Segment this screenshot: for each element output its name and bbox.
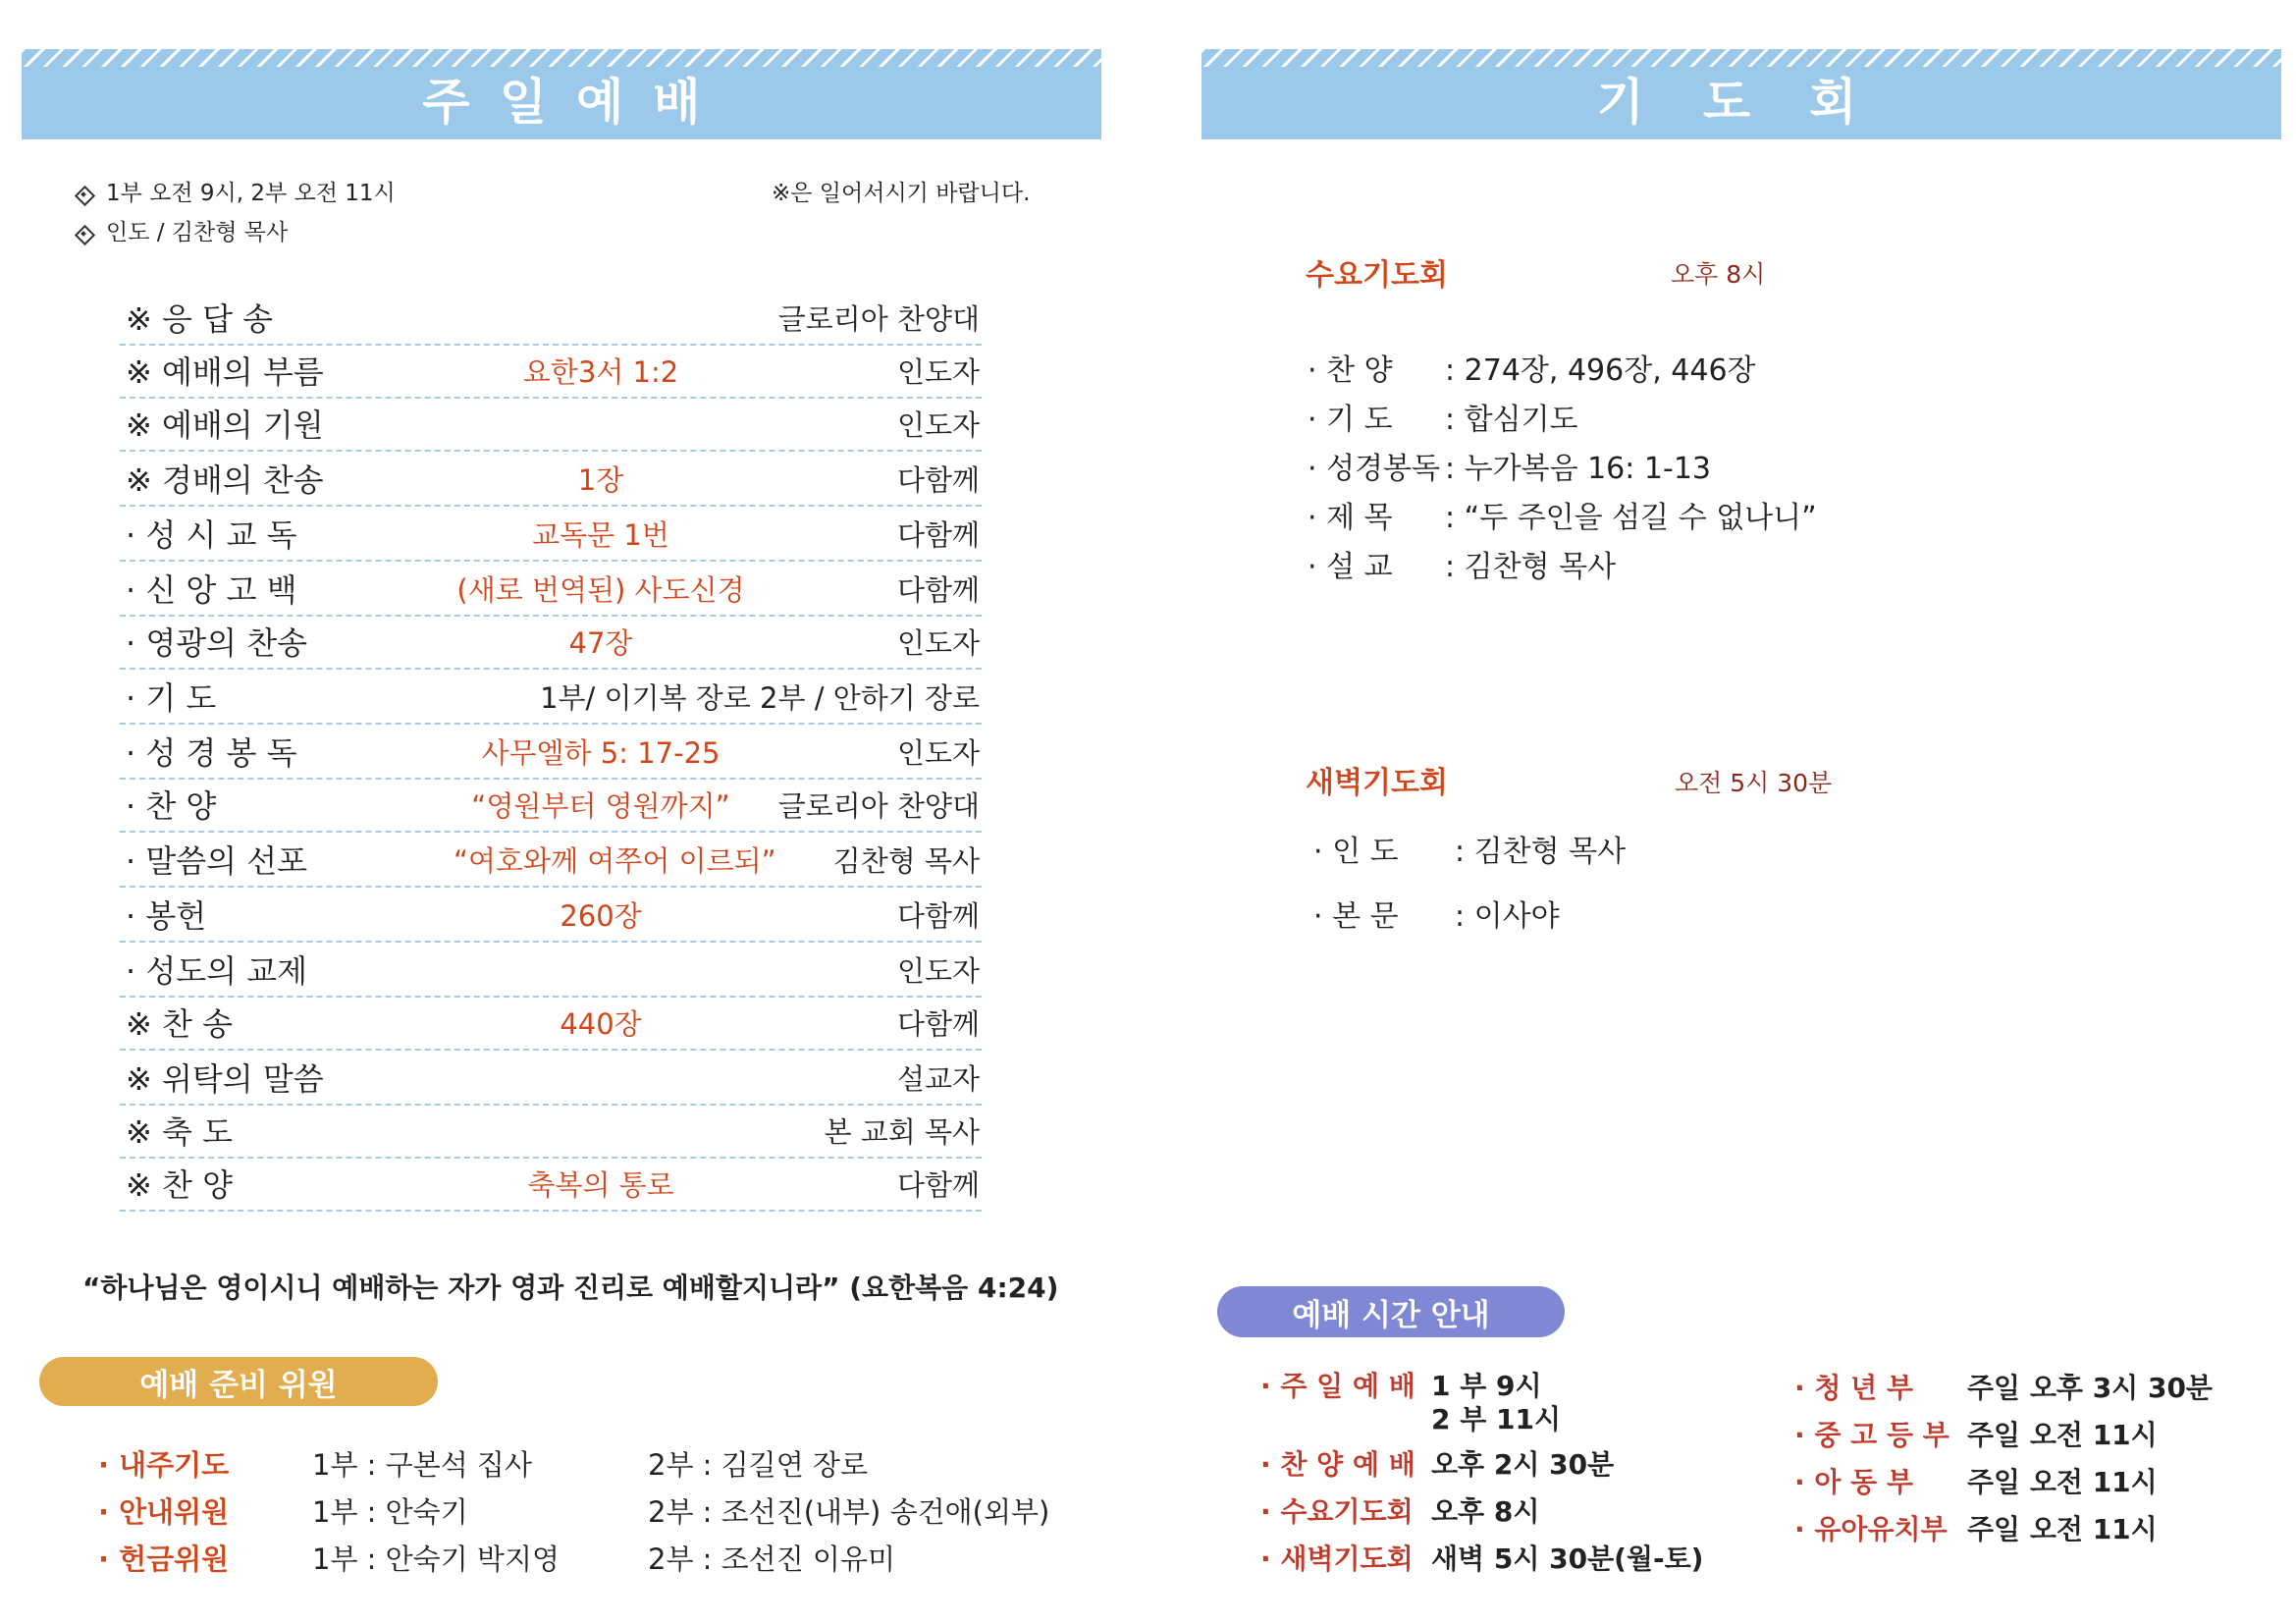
schedule-label: · 찬 양 예 배 [1260, 1448, 1415, 1481]
order-row [120, 888, 982, 943]
schedule-label: · 중 고 등 부 [1794, 1419, 1949, 1451]
wednesday-prayer-item [1308, 444, 1711, 487]
wednesday-prayer-item [1308, 346, 1756, 389]
order-row [120, 670, 982, 725]
schedule-time: 주일 오전 11시 [1967, 1513, 2158, 1545]
order-row [120, 452, 982, 507]
prep-role-label: · 헌금위원 [98, 1543, 230, 1576]
prayer-item-value: : 합심기도 [1445, 403, 1578, 437]
schedule-time: 주일 오전 11시 [1967, 1466, 2158, 1498]
order-row [120, 344, 982, 399]
prep-second-service: 2부 : 조선진(내부) 송건애(외부) [648, 1495, 1050, 1529]
prayer-item-label: · 찬 양 [1308, 353, 1393, 388]
order-item-detail: “여호와께 여쭈어 이르되” [454, 844, 776, 878]
schedule-time: 1 부 9시 [1431, 1370, 1542, 1402]
schedule-label: · 청 년 부 [1794, 1372, 1914, 1404]
wednesday-prayer-item [1308, 542, 1616, 585]
order-item-name: ※ 찬 양 [126, 1166, 233, 1204]
schedule-label: · 아 동 부 [1794, 1466, 1914, 1498]
order-item-leader: 다함께 [896, 899, 980, 933]
prep-first-service: 1부 : 안숙기 박지영 [312, 1543, 560, 1576]
order-item-detail: 1장 [577, 463, 624, 497]
order-item-leader: 글로리아 찬양대 [777, 302, 980, 336]
sunday-worship-banner [22, 49, 1101, 139]
wednesday-prayer-title: 수요기도회 [1306, 258, 1448, 293]
dawn-prayer-item [1313, 827, 1626, 870]
diamond-bullet-icon [75, 225, 92, 243]
order-item-leader: 1부/ 이기복 장로 2부 / 안하기 장로 [540, 681, 980, 715]
schedule-label: · 주 일 예 배 [1260, 1370, 1415, 1402]
order-item-leader: 인도자 [896, 626, 980, 660]
prayer-item-value: : 274장, 496장, 446장 [1445, 353, 1756, 388]
schedule-time: 주일 오전 11시 [1967, 1419, 2158, 1451]
order-item-name: · 성도의 교제 [126, 952, 308, 990]
order-item-name: · 영광의 찬송 [126, 624, 308, 662]
order-row [120, 778, 982, 833]
order-item-leader: 인도자 [896, 736, 980, 770]
order-item-detail: 260장 [560, 899, 642, 933]
prayer-meeting-title: 기도회 [1596, 74, 1916, 131]
order-row [120, 507, 982, 562]
order-item-detail: 47장 [568, 626, 633, 660]
prayer-item-value: : 김찬형 목사 [1445, 550, 1617, 584]
wednesday-prayer-item [1308, 395, 1578, 438]
prep-first-service: 1부 : 구본석 집사 [312, 1448, 532, 1482]
order-item-detail: 교독문 1번 [532, 518, 669, 552]
order-item-leader: 다함께 [896, 1168, 980, 1202]
dawn-prayer-time: 오전 5시 30분 [1675, 769, 1833, 797]
order-item-name: ※ 찬 송 [126, 1005, 233, 1043]
order-row [120, 291, 982, 346]
order-item-leader: 인도자 [896, 954, 980, 988]
schedule-time: 2 부 11시 [1431, 1403, 1562, 1435]
order-item-name: · 찬 양 [126, 787, 217, 825]
schedule-label: · 유아유치부 [1794, 1513, 1948, 1545]
order-item-leader: 다함께 [896, 1007, 980, 1041]
prayer-item-label: · 성경봉독 [1308, 452, 1440, 486]
prayer-meeting-banner [1201, 49, 2281, 139]
order-row [120, 615, 982, 670]
sunday-worship-title: 주일예배 [422, 74, 730, 131]
order-item-leader: 다함께 [896, 573, 980, 607]
order-row [120, 996, 982, 1051]
prep-committee-title: 예배 준비 위원 [39, 1357, 438, 1406]
prayer-item-label: · 인 도 [1313, 835, 1399, 869]
prep-first-service: 1부 : 안숙기 [312, 1495, 468, 1529]
order-row [120, 725, 982, 780]
order-item-name: ※ 축 도 [126, 1113, 233, 1151]
order-item-name: · 성 경 봉 독 [126, 734, 297, 772]
service-times: 1부 오전 9시, 2부 오전 11시 [75, 175, 396, 207]
prep-role-label: · 내주기도 [98, 1448, 230, 1482]
schedule-label: · 수요기도회 [1260, 1495, 1414, 1528]
service-leader: 인도 / 김찬형 목사 [75, 214, 288, 246]
order-item-name: · 신 앙 고 백 [126, 571, 297, 609]
order-item-name: · 말씀의 선포 [126, 842, 308, 880]
order-item-leader: 다함께 [896, 463, 980, 497]
order-row [120, 1051, 982, 1106]
order-item-leader: 인도자 [896, 355, 980, 389]
prayer-item-label: · 기 도 [1308, 403, 1393, 437]
banner-stripe [22, 49, 1101, 67]
prayer-item-label: · 제 목 [1308, 501, 1393, 535]
order-item-leader: 인도자 [896, 408, 980, 442]
banner-stripe [1201, 49, 2281, 67]
order-item-leader: 글로리아 찬양대 [777, 789, 980, 823]
prep-role-label: · 안내위원 [98, 1495, 230, 1529]
standing-note: ※은 일어서시기 바랍니다. [772, 181, 1031, 206]
schedule-title: 예배 시간 안내 [1217, 1286, 1565, 1337]
schedule-time: 오후 2시 30분 [1431, 1448, 1615, 1481]
dawn-prayer-title: 새벽기도회 [1306, 766, 1448, 800]
order-item-detail: (새로 번역된) 사도신경 [456, 573, 745, 607]
order-item-detail: 사무엘하 5: 17-25 [481, 736, 721, 770]
prep-second-service: 2부 : 김길연 장로 [648, 1448, 868, 1482]
order-item-detail: “영원부터 영원까지” [471, 789, 730, 823]
dawn-prayer-item [1313, 892, 1560, 935]
order-item-leader: 김찬형 목사 [832, 844, 980, 878]
schedule-time: 새벽 5시 30분(월-토) [1431, 1543, 1704, 1575]
order-row [120, 1104, 982, 1159]
scripture-verse: “하나님은 영이시니 예배하는 자가 영과 진리로 예배할지니라” (요한복음 4:24) [82, 1272, 1059, 1304]
prep-second-service: 2부 : 조선진 이유미 [648, 1543, 895, 1576]
schedule-time: 오후 8시 [1431, 1495, 1540, 1528]
prayer-item-value: : 누가복음 16: 1-13 [1445, 452, 1712, 486]
order-item-detail: 축복의 통로 [527, 1168, 674, 1202]
order-item-name: · 성 시 교 독 [126, 516, 297, 554]
order-item-detail: 요한3서 1:2 [522, 355, 679, 389]
order-item-name: ※ 경배의 찬송 [126, 461, 324, 499]
prayer-item-label: · 설 교 [1308, 550, 1393, 584]
order-row [120, 562, 982, 617]
wednesday-prayer-item [1308, 493, 1817, 536]
order-item-leader: 본 교회 목사 [824, 1115, 980, 1149]
order-item-name: ※ 예배의 부름 [126, 353, 324, 391]
order-row [120, 397, 982, 452]
order-item-leader: 다함께 [896, 518, 980, 552]
order-item-leader: 설교자 [896, 1062, 980, 1096]
order-item-name: ※ 위탁의 말씀 [126, 1060, 324, 1098]
diamond-bullet-icon [75, 186, 92, 203]
order-row [120, 1157, 982, 1212]
order-item-name: · 기 도 [126, 679, 217, 717]
order-item-name: ※ 응 답 송 [126, 300, 274, 338]
order-item-name: ※ 예배의 기원 [126, 406, 324, 444]
order-row [120, 833, 982, 888]
prayer-item-label: · 본 문 [1313, 899, 1399, 934]
order-item-name: · 봉헌 [126, 897, 207, 935]
wednesday-prayer-time: 오후 8시 [1671, 260, 1766, 289]
prayer-item-value: : “두 주인을 섬길 수 없나니” [1445, 501, 1817, 535]
prayer-item-value: : 이사야 [1455, 899, 1560, 934]
prayer-item-value: : 김찬형 목사 [1455, 835, 1627, 869]
schedule-label: · 새벽기도회 [1260, 1543, 1414, 1575]
order-row [120, 943, 982, 998]
order-item-detail: 440장 [560, 1007, 642, 1041]
schedule-time: 주일 오후 3시 30분 [1967, 1372, 2213, 1404]
